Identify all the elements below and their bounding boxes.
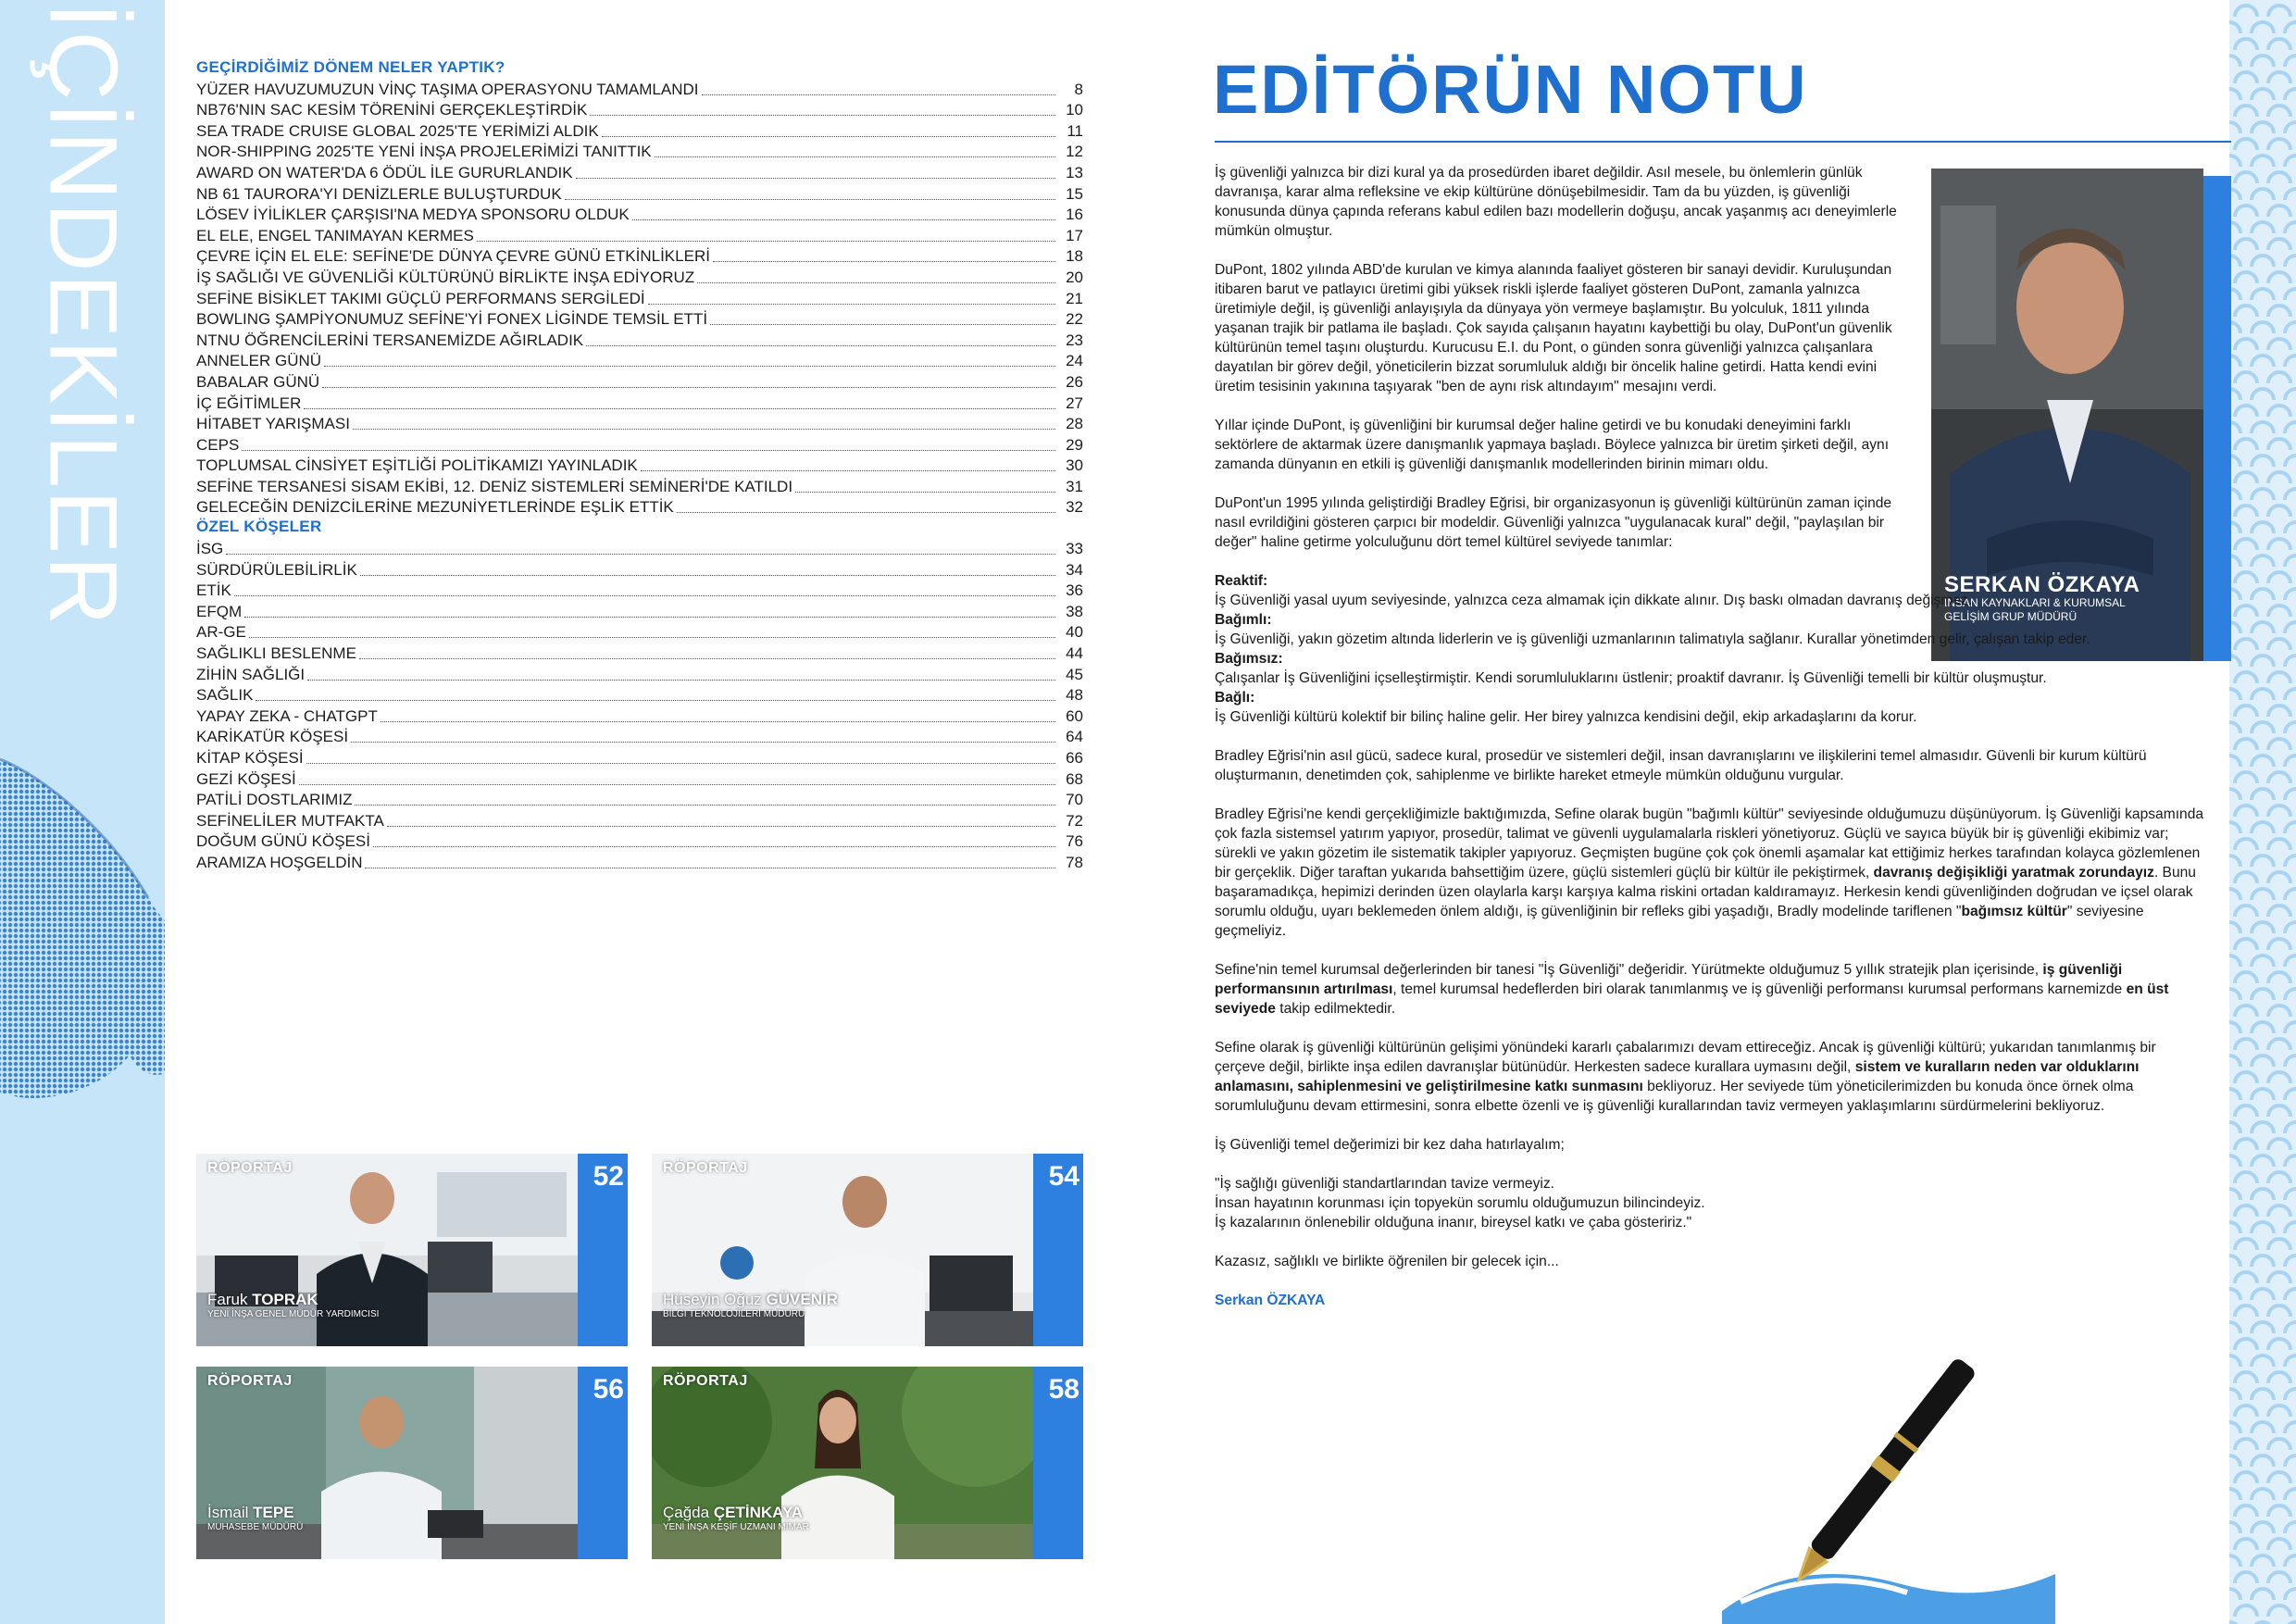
contents-vertical-title: İÇİNDEKİLER: [29, 2, 137, 628]
toc-entry-page: 22: [1066, 310, 1083, 329]
toc-entry-label: YAPAY ZEKA - CHATGPT: [196, 706, 378, 725]
dot-leader: [602, 135, 1055, 137]
toc-entry-label: HİTABET YARIŞMASI: [196, 415, 350, 433]
interviewee-name: Hüseyin Oğuz GÜVENİR: [663, 1291, 838, 1308]
toc-entry-label: ARAMIZA HOŞGELDİN: [196, 853, 363, 871]
dot-leader: [632, 219, 1055, 220]
toc-entry-label: ETİK: [196, 581, 231, 600]
toc-entry[interactable]: [196, 182, 1083, 204]
toc-entry[interactable]: [196, 78, 1083, 99]
toc-entry-page: 15: [1066, 184, 1083, 203]
quote: "İş sağlığı güvenliği standartlarından tavize vermeyiz. İnsan hayatının korunması için topyekün sorumlu olduğumuzun bilincindeyiz. İş kazalarının önlenebilir olduğuna inanır, bireysel katkı ve çaba gösteririz.": [1215, 1176, 1705, 1230]
dot-leader: [306, 762, 1055, 764]
toc-entry-label: SEA TRADE CRUISE GLOBAL 2025'TE YERİMİZİ ALDIK: [196, 121, 599, 140]
toc-entry-page: 29: [1066, 435, 1083, 454]
dot-leader: [387, 825, 1055, 827]
interviewee-role: YENİ İNŞA GENEL MÜDÜR YARDIMCISI: [207, 1309, 380, 1319]
toc-entry-label: SAĞLIKLI BESLENME: [196, 644, 356, 663]
interview-card[interactable]: [196, 1367, 628, 1559]
toc-entry-page: 26: [1066, 372, 1083, 391]
toc-entry-label: SEFİNE TERSANESİ SİSAM EKİBİ, 12. DENİZ SİSTEMLERİ SEMİNERİ'DE KATILDI: [196, 477, 793, 495]
dot-leader: [677, 511, 1055, 513]
toc-entry[interactable]: [196, 287, 1083, 308]
dot-leader: [713, 260, 1055, 262]
dot-leader: [710, 323, 1055, 325]
toc-entry[interactable]: [196, 413, 1083, 434]
toc-entry-page: 45: [1066, 665, 1083, 683]
toc-entry[interactable]: [196, 558, 1083, 580]
paragraph: Bradley Eğrisi'ne kendi gerçekliğimizle baktığımızda, Sefine olarak bugün "bağımlı kültür" seviyesinde olduğumuzu düşünüyorum. İş Güvenliği kapsamında çok fazla sistemsel yatırım yapıyor, prosedür, talimat ve güvenli uygulamalarla riskleri yönetiyoruz. Güçlü ve sayıca büyük bir iş güvenliği ekibimiz var; sürekli ve yakın gözetim ile sistematik takipler yapıyoruz. Geçmişten bugüne çok çok önemli aşamalar kat ettiğimiz herkes tarafından kolayca gözlemlenen bir gerçeklik. Diğer taraftan yukarıda bahsettiğim üzere, güçlü sistemleri güçlü bir kültür ile pekiştirmek, davranış değişikliği yaratmak zorundayız. Bunu başaramadıkça, hepimizi derinden üzen olaylarla karşı karşıya kalma riskini ortadan kaldıramayız. Herkesin kendi güvenliğinden doğrudan ve içsel olarak sorumlu olduğu, uyarı beklemeden önlem aldığı, iş güvenliğinin bir refleks gibi yaşadığı, Bradly modelinde tariflenen "bağımsız kültür" seviyesine geçmeliyiz.: [1215, 806, 2204, 939]
toc-entry-page: 72: [1066, 811, 1083, 830]
dot-leader: [697, 281, 1055, 283]
level-heading: Bağımsız:: [1215, 651, 1283, 667]
toc-entry[interactable]: [196, 789, 1083, 810]
toc-entry-label: AR-GE: [196, 623, 246, 642]
interview-tag: RÖPORTAJ: [207, 1160, 293, 1176]
toc-entry-page: 21: [1066, 289, 1083, 307]
toc-entry[interactable]: [196, 204, 1083, 225]
dot-leader: [655, 156, 1055, 157]
toc-entry[interactable]: [196, 329, 1083, 350]
toc-entry[interactable]: [196, 433, 1083, 455]
interviewee-name: İsmail TEPE: [207, 1504, 294, 1521]
page-title: EDİTÖRÜN NOTU: [1213, 51, 1808, 128]
dot-leader: [795, 491, 1055, 493]
interview-card[interactable]: [652, 1154, 1083, 1346]
signature: Serkan ÖZKAYA: [1215, 1293, 1326, 1308]
toc-entry-page: 68: [1066, 769, 1083, 788]
toc-entry[interactable]: [196, 537, 1083, 558]
interviewee-name: Faruk TOPRAK: [207, 1291, 318, 1308]
toc-entry[interactable]: [196, 224, 1083, 245]
toc-entry-page: 18: [1066, 247, 1083, 266]
toc-entry-label: LÖSEV İYİLİKLER ÇARŞISI'NA MEDYA SPONSORU OLDUK: [196, 206, 630, 224]
toc-entry-label: NB76'NIN SAC KESİM TÖRENİNİ GERÇEKLEŞTİRDİK: [196, 101, 588, 119]
fountain-pen-icon: [1685, 1278, 2074, 1624]
title-divider: [1215, 141, 2231, 143]
dot-leader: [381, 720, 1055, 722]
contents-vertical-title-box: [22, 2, 143, 628]
level-heading: Bağlı:: [1215, 690, 1255, 706]
interview-tag: RÖPORTAJ: [207, 1373, 293, 1389]
toc-entry[interactable]: [196, 350, 1083, 371]
paragraph: Sefine olarak iş güvenliği kültürünün gelişimi yönündeki kararlı çabalarımızı devam ettireceğiz. Ancak iş güvenliği kültürü; yukarıdan tanımlanmış bir çerçeve değil, birlikte inşa edilen davranışlar bütünüdür. Herkesten sadece kurallara uymasını değil, sistem ve kuralların neden var olduklarını anlamasını, sahiplenmesini ve geliştirilmesine katkı sunmasını bekliyoruz. Her seviyede tüm yöneticilerimizden bu konuda önce örnek olma sorumluluğunu devam ettirmesini, sonra elbette özenli ve iş güvenliği kurallarından taviz vermeyen yaklaşımlarını sürdürmelerini bekliyoruz.: [1215, 1040, 2156, 1114]
interview-page-number: 54: [1048, 1161, 1079, 1192]
toc-entry-page: 10: [1066, 101, 1083, 119]
toc-entry-page: 27: [1066, 394, 1083, 412]
toc-entry-page: 11: [1067, 121, 1083, 140]
toc-entry-page: 60: [1066, 706, 1083, 725]
toc-entry-label: NB 61 TAURORA'YI DENİZLERLE BULUŞTURDUK: [196, 184, 562, 203]
dot-leader: [365, 867, 1055, 868]
toc-entry[interactable]: [196, 99, 1083, 120]
toc-entry[interactable]: [196, 642, 1083, 663]
interview-card[interactable]: [652, 1367, 1083, 1559]
toc-entry[interactable]: [196, 746, 1083, 768]
toc-entry-page: 66: [1066, 749, 1083, 767]
dot-leader: [648, 303, 1055, 305]
dot-leader: [586, 344, 1055, 346]
toc-entry[interactable]: [196, 392, 1083, 413]
level-heading: Bağımlı:: [1215, 612, 1272, 628]
toc-entry-label: İÇ EĞİTİMLER: [196, 394, 302, 412]
toc-section-title: GEÇİRDİĞİMİZ DÖNEM NELER YAPTIK?: [196, 58, 505, 76]
toc-entry-page: 31: [1066, 477, 1083, 495]
dot-leader: [359, 657, 1055, 659]
interviewee-role: YENİ İNŞA KEŞİF UZMANI MİMAR: [663, 1522, 809, 1532]
toc-entry-page: 78: [1066, 853, 1083, 871]
toc-entry-label: KİTAP KÖŞESİ: [196, 749, 304, 767]
toc-entry-label: İŞ SAĞLIĞI VE GÜVENLİĞİ KÜLTÜRÜNÜ BİRLİKTE İNŞA EDİYORUZ: [196, 268, 695, 286]
left-decorative-strip: [0, 0, 165, 1624]
paragraph: İş Güvenliği temel değerimizi bir kez daha hatırlayalım;: [1215, 1137, 1565, 1153]
dot-leader: [477, 240, 1055, 242]
interview-page-number: 52: [593, 1161, 624, 1192]
interview-tag: RÖPORTAJ: [663, 1373, 748, 1389]
toc-entry-label: SÜRDÜRÜLEBİLİRLİK: [196, 560, 357, 579]
toc-entry-page: 70: [1066, 791, 1083, 809]
dot-leader: [641, 469, 1055, 471]
interviewee-role: MUHASEBE MÜDÜRÜ: [207, 1522, 304, 1532]
dot-leader: [234, 594, 1055, 596]
toc-entry-page: 17: [1066, 226, 1083, 244]
paragraph: İş güvenliği yalnızca bir dizi kural ya da prosedürden ibaret değildir. Asıl mesele, bu önlemlerin günlük davranışa, karar alma refleksine ve ekip kültürüne dönüşebilmesidir. Tam da bu yüzden, iş güvenliği konusunda dünya çapında referans kabul edilen bazı modellerin doğuşu, ancak yaşanmış acı deneyimlerle mümkün olmuştur.: [1215, 165, 1897, 239]
toc-entry-page: 32: [1066, 498, 1083, 517]
toc-entry-label: GELECEĞİN DENİZCİLERİNE MEZUNİYETLERİNDE EŞLİK ETTİK: [196, 498, 674, 517]
level-text: İş Güvenliği kültürü kolektif bir bilinç haline gelir. Her birey yalnızca kendisini değil, ekip arkadaşlarını da korur.: [1215, 709, 1917, 725]
toc-entry[interactable]: [196, 580, 1083, 601]
toc-entry-label: NTNU ÖĞRENCİLERİNİ TERSANEMİZDE AĞIRLADIK: [196, 331, 584, 349]
editor-role: İNSAN KAYNAKLARI & KURUMSAL GELİŞİM GRUP MÜDÜRÜ: [1944, 596, 2126, 623]
toc-entry[interactable]: [196, 119, 1083, 141]
toc-entry[interactable]: [196, 831, 1083, 852]
toc-entry-label: YÜZER HAVUZUMUZUN VİNÇ TAŞIMA OPERASYONU TAMAMLANDI: [196, 80, 699, 98]
toc-entry[interactable]: [196, 851, 1083, 872]
dot-leader: [242, 449, 1055, 451]
dot-leader: [249, 636, 1055, 638]
dot-leader: [244, 616, 1055, 618]
toc-entry[interactable]: [196, 308, 1083, 330]
dot-leader: [373, 845, 1055, 847]
interviewee-name: Çağda ÇETİNKAYA: [663, 1504, 803, 1521]
toc-entry-page: 38: [1066, 602, 1083, 620]
toc-entry[interactable]: [196, 768, 1083, 789]
toc-entry-label: EFQM: [196, 602, 243, 620]
editor-note-body: [1215, 163, 2209, 1330]
paragraph: DuPont, 1802 yılında ABD'de kurulan ve kimya alanında faaliyet gösteren bir sanayi devidir. Kuruluşundan itibaren barut ve patlayıcı üretimi gibi yüksek riskli işlerde faaliyet gösteren DuPont, zamanla yalnızca üretimiyle değil, iş güvenliği anlayışıyla da dünyaya yön vermeye başlamıştır. Bu yolculuk, 1811 yılında yaşanan trajik bir patlama ile başladı. Çok sayıda çalışanın hayatını kaybettiği bu olay, DuPont'un güvenlik kültürünün temel taşını oluşturdu. Kurucusu E.I. du Pont, o günden sonra güvenliği yalnızca çalışanlara dayatılan bir görev değil, yöneticilerin bizzat sorumluluk aldığı bir öncelik haline getirdi. Hatta kendi evini üretim tesisinin yakınına taşıyarak "ben de aynı risk altındayım" mesajını verdi.: [1215, 262, 1892, 394]
toc-entry-label: İSG: [196, 540, 224, 558]
interview-page-number: 56: [593, 1374, 624, 1405]
dot-leader: [590, 114, 1055, 116]
toc-entry-label: NOR-SHIPPING 2025'TE YENİ İNŞA PROJELERİMİZİ TANITTIK: [196, 143, 652, 161]
paragraph: Bradley Eğrisi'nin asıl gücü, sadece kural, prosedür ve sistemleri değil, insan davranışlarını ve ilişkilerini temel almasıdır. Güvenli bir kurum kültürü oluşturmanın, denetimden çok, sahiplenme ve birlikte hareket etmeyle mümkün olduğunu vurgular.: [1215, 748, 2147, 783]
toc-entry-label: DOĞUM GÜNÜ KÖŞESİ: [196, 832, 370, 851]
toc-entry[interactable]: [196, 496, 1083, 518]
toc-entry-label: KARİKATÜR KÖŞESİ: [196, 728, 349, 746]
toc-entry[interactable]: [196, 475, 1083, 496]
toc-entry-label: GEZİ KÖŞESİ: [196, 769, 296, 788]
toc-entry-label: EL ELE, ENGEL TANIMAYAN KERMES: [196, 226, 474, 244]
toc-entry[interactable]: [196, 161, 1083, 182]
toc-entry-label: SEFİNE BİSİKLET TAKIMI GÜÇLÜ PERFORMANS SERGİLEDİ: [196, 289, 645, 307]
level-text: İş Güvenliği, yakın gözetim altında liderlerin ve iş güvenliği uzmanlarının talimatıyla sağlanır. Kurallar yönetimden gelir, çalışan takip eder.: [1215, 631, 2090, 647]
toc-entry[interactable]: [196, 621, 1083, 643]
toc-entry-label: SAĞLIK: [196, 686, 254, 705]
interview-card[interactable]: [196, 1154, 628, 1346]
dot-leader: [307, 679, 1055, 681]
culture-levels: [1215, 571, 2209, 727]
dot-leader: [702, 94, 1056, 95]
toc-entry-page: 30: [1066, 456, 1083, 475]
dot-leader: [565, 198, 1055, 200]
dot-leader: [360, 574, 1055, 576]
dot-leader: [322, 386, 1055, 388]
toc-entry-page: 36: [1066, 581, 1083, 600]
toc-entry-page: 76: [1066, 832, 1083, 851]
level-text: İş Güvenliği yasal uyum seviyesinde, yalnızca ceza almamak için dikkate alınır. Dış baskı olmadan davranış değişmez.: [1215, 593, 1973, 608]
toc-entry-label: ÇEVRE İÇİN EL ELE: SEFİNE'DE DÜNYA ÇEVRE GÜNÜ ETKİNLİKLERİ: [196, 247, 710, 266]
toc-entry-label: PATİLİ DOSTLARIMIZ: [196, 791, 353, 809]
toc-entry-page: 12: [1066, 143, 1083, 161]
toc-entry-label: SEFİNELİLER MUTFAKTA: [196, 811, 384, 830]
dot-leader: [256, 699, 1055, 701]
dot-leader: [299, 783, 1055, 785]
toc-entry[interactable]: [196, 141, 1083, 162]
paragraph: DuPont'un 1995 yılında geliştirdiği Bradley Eğrisi, bir organizasyonun iş güvenliği kültürünün zaman içinde nasıl evrildiğini gösteren çarpıcı bir modeldir. Güvenliği yalnızca "uygulanacak kural" değil, "paylaşılan bir değer" haline getirme yolculuğunu dört temel kültürel seviyede tanımlar:: [1215, 495, 1892, 550]
toc-entry-page: 48: [1066, 686, 1083, 705]
dot-leader: [324, 365, 1055, 367]
toc-entry-page: 33: [1066, 540, 1083, 558]
toc-entry-label: BABALAR GÜNÜ: [196, 372, 320, 391]
paragraph: Sefine'nin temel kurumsal değerlerinden bir tanesi "İş Güvenliği" değeridir. Yürütmekte olduğumuz 5 yıllık stratejik plan içerisinde, iş güvenliği performansının artırılması, temel kurumsal hedeflerden biri olarak tanımlanmış ve iş güvenliği performansı kurumsal performans karnemizde en üst seviyede takip edilmektedir.: [1215, 962, 2169, 1017]
toc-entry-label: ANNELER GÜNÜ: [196, 352, 322, 370]
dot-leader: [351, 741, 1055, 743]
dot-leader: [304, 407, 1055, 409]
toc-entry-page: 40: [1066, 623, 1083, 642]
paragraph: Kazasız, sağlıklı ve birlikte öğrenilen bir gelecek için...: [1215, 1254, 1559, 1269]
interview-cards: [196, 1154, 1083, 1609]
dot-leader: [226, 553, 1055, 555]
toc-entry-label: AWARD ON WATER'DA 6 ÖDÜL İLE GURURLANDIK: [196, 163, 573, 181]
interview-tag: RÖPORTAJ: [663, 1160, 748, 1176]
toc-entry-page: 20: [1066, 268, 1083, 286]
wave-pattern-strip: [2229, 0, 2296, 1624]
toc-entry-page: 8: [1074, 80, 1083, 98]
toc-entry-label: BOWLING ŞAMPİYONUMUZ SEFİNE'Yİ FONEX LİGİNDE TEMSİL ETTİ: [196, 310, 708, 329]
toc-entry-page: 16: [1066, 206, 1083, 224]
toc-entry-page: 28: [1066, 415, 1083, 433]
toc-entry-page: 24: [1066, 352, 1083, 370]
paragraph: Yıllar içinde DuPont, iş güvenliğini bir kurumsal değer haline getirdi ve bu konudaki deneyimini farklı sektörlere de aktarmak üzere danışmanlık yapmaya başladı. Böylece yalnızca bir üretim şirketi değil, aynı zamanda dünyanın en etkili iş güvenliği danışmanlık modellerinden birinin mimarı oldu.: [1215, 418, 1890, 472]
table-of-contents: [196, 57, 1083, 872]
level-heading: Reaktif:: [1215, 573, 1268, 589]
toc-entry[interactable]: [196, 245, 1083, 267]
toc-entry[interactable]: [196, 809, 1083, 831]
toc-entry[interactable]: [196, 705, 1083, 726]
toc-entry-page: 44: [1066, 644, 1083, 663]
toc-entry[interactable]: [196, 266, 1083, 287]
level-text: Çalışanlar İş Güvenliğini içselleştirmiştir. Kendi sorumluluklarını üstlenir; proaktif davranır. İş Güvenliği temelli bir kültür oluşmuştur.: [1215, 670, 2047, 686]
toc-entry-page: 34: [1066, 560, 1083, 579]
pointing-hand-icon: [0, 722, 165, 1111]
dot-leader: [355, 804, 1055, 806]
dot-leader: [576, 177, 1055, 179]
toc-entry[interactable]: [196, 726, 1083, 747]
toc-section-title: ÖZEL KÖŞELER: [196, 518, 322, 536]
toc-entry[interactable]: [196, 600, 1083, 621]
interview-page-number: 58: [1048, 1374, 1079, 1405]
toc-entry-label: CEPS: [196, 435, 240, 454]
toc-entry[interactable]: [196, 455, 1083, 476]
toc-entry-page: 64: [1066, 728, 1083, 746]
toc-entry-page: 13: [1066, 163, 1083, 181]
editor-name: SERKAN ÖZKAYA: [1944, 572, 2140, 597]
interviewee-role: BİLGİ TEKNOLOJİLERİ MÜDÜRÜ: [663, 1309, 805, 1319]
toc-entry-page: 23: [1066, 331, 1083, 349]
toc-entry-label: TOPLUMSAL CİNSİYET EŞİTLİĞİ POLİTİKAMIZI YAYINLADIK: [196, 456, 638, 475]
toc-entry[interactable]: [196, 663, 1083, 684]
toc-entry[interactable]: [196, 684, 1083, 706]
toc-entry-label: ZİHİN SAĞLIĞI: [196, 665, 306, 683]
toc-entry[interactable]: [196, 370, 1083, 392]
dot-leader: [353, 428, 1055, 430]
